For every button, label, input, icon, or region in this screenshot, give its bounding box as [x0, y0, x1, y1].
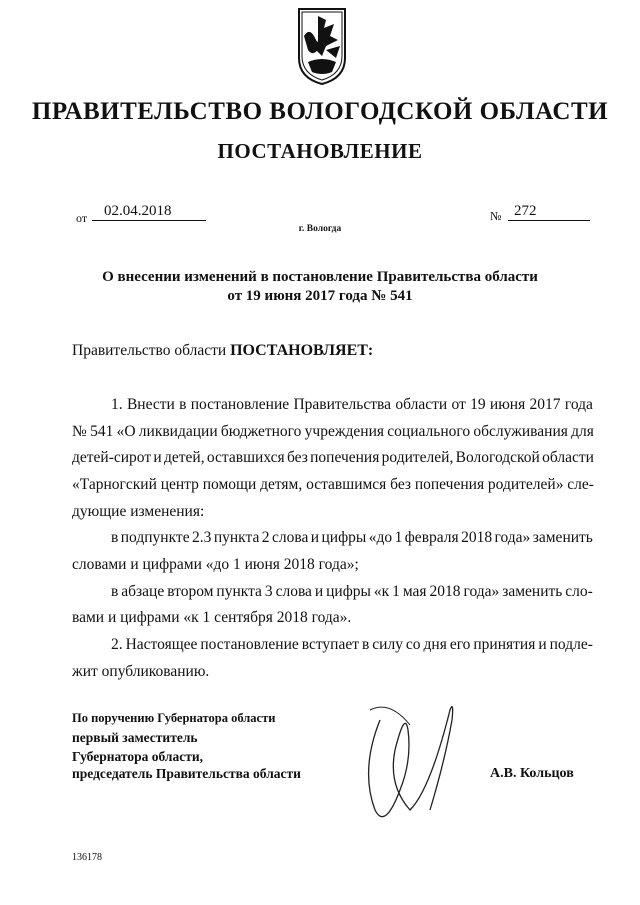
word: абзаце [121, 583, 165, 600]
word: родителей» [487, 476, 564, 493]
word: слова [271, 529, 309, 546]
word: сло- [565, 583, 593, 600]
p1-line-4 [72, 472, 594, 499]
word: для [571, 423, 594, 440]
word: без [286, 449, 308, 466]
word: и [310, 529, 320, 546]
word: ликвидации [138, 423, 218, 440]
word: заменить [502, 583, 563, 600]
word: Правительства [293, 396, 392, 413]
signature-line-4: председатель Правительства области [72, 766, 301, 781]
word: февраля [404, 529, 459, 546]
signatory-name: А.В. Кольцов [490, 766, 574, 781]
word: оставшимся [306, 476, 387, 493]
word: подпункте [120, 529, 190, 546]
word: обслуживания [473, 423, 568, 440]
word: года [564, 396, 593, 413]
word: дня [423, 636, 447, 653]
handwritten-signature-icon [350, 690, 470, 840]
word: социального [387, 423, 471, 440]
word: «О [116, 423, 136, 440]
city: г. Вологда [298, 224, 342, 234]
word: подле- [549, 636, 593, 653]
document-title [0, 268, 640, 306]
word: и [314, 583, 324, 600]
word: детям, [260, 476, 303, 493]
word: родителей, [381, 449, 454, 466]
coat-of-arms-icon [296, 6, 348, 86]
word: без [390, 476, 412, 493]
word: постановление [190, 396, 290, 413]
word: 2.3 [192, 529, 212, 546]
word: в [111, 583, 119, 600]
word: сле- [567, 476, 594, 493]
word: в [111, 529, 119, 546]
word: 1 [392, 583, 400, 600]
word: от [451, 396, 466, 413]
word: 3 [264, 583, 273, 600]
p1-line-2 [72, 419, 594, 446]
title-line-1: О внесении изменений в постановление Правительства области [102, 269, 538, 285]
word: центр [160, 476, 199, 493]
organization-name: ПРАВИТЕЛЬСТВО ВОЛОГОДСКОЙ ОБЛАСТИ [31, 98, 609, 125]
p1-line-1 [111, 392, 593, 419]
word: 1 [394, 529, 403, 546]
word: принятия [473, 636, 536, 653]
p4-line-1 [111, 632, 593, 659]
word: Вологодской [455, 449, 540, 466]
p1-line-5: дующие изменения: [72, 503, 205, 520]
word: 2017 [529, 396, 561, 413]
word: 2018 [429, 583, 461, 600]
document-date: 02.04.2018 [92, 203, 206, 221]
word: силу [372, 636, 403, 653]
word: цифры [326, 583, 371, 600]
word: заменить [532, 529, 593, 546]
signature-line-3: Губернатора области, [72, 749, 203, 764]
word: года» [494, 529, 531, 546]
word: втором [167, 583, 214, 600]
p1-line-3 [72, 445, 594, 472]
word: Настоящее [125, 636, 198, 653]
p4-line-2: жит опубликованию. [72, 663, 210, 680]
word: слова [275, 583, 312, 600]
word: Внести [126, 396, 175, 413]
word: № [72, 423, 87, 440]
signature-line-2: первый заместитель [72, 730, 198, 745]
word: в [361, 636, 370, 653]
signature-line-1: По поручению Губернатора области [72, 711, 276, 725]
word: «Тарногский [72, 476, 157, 493]
word: области [395, 396, 448, 413]
word: детей, [164, 449, 205, 466]
word: пункта [216, 583, 262, 600]
word: цифры [321, 529, 367, 546]
word: вступает [301, 636, 360, 653]
word: 541 [90, 423, 114, 440]
p2-line-1 [111, 525, 593, 552]
word: его [449, 636, 471, 653]
word: и [153, 449, 162, 466]
word: оставшихся [206, 449, 285, 466]
p2-line-2: словами и цифрами «до 1 июня 2018 года»; [72, 556, 359, 573]
word: 2018 [461, 529, 493, 546]
word: в [179, 396, 187, 413]
word: бюджетного [220, 423, 302, 440]
word: 1. [111, 396, 123, 413]
word: области [542, 449, 594, 466]
word: пункта [213, 529, 260, 546]
document-type: ПОСТАНОВЛЕНИЕ [217, 139, 423, 163]
word: учреждения [304, 423, 385, 440]
word: со [405, 636, 421, 653]
p3-line-2: вами и цифрами «к 1 сентября 2018 года». [72, 609, 352, 626]
document-code: 136178 [72, 852, 102, 863]
number-prefix: № [490, 209, 502, 223]
document-number: 272 [508, 203, 590, 221]
word: года» [463, 583, 500, 600]
title-line-2: от 19 июня 2017 года № 541 [227, 288, 413, 304]
word: попечения [310, 449, 380, 466]
word: и [538, 636, 547, 653]
preamble [72, 342, 373, 360]
preamble-text: Правительство области [72, 342, 227, 359]
word: «до [368, 529, 393, 546]
word: постановление [200, 636, 299, 653]
word: 2 [261, 529, 270, 546]
word: июня [489, 396, 526, 413]
word: попечения [414, 476, 485, 493]
word: «к [373, 583, 390, 600]
word: детей-сирот [72, 449, 152, 466]
date-prefix: от [76, 211, 88, 225]
preamble-decree: ПОСТАНОВЛЯЕТ: [230, 342, 374, 359]
word: помощи [202, 476, 257, 493]
p3-line-1 [111, 579, 593, 606]
word: мая [402, 583, 427, 600]
word: 19 [470, 396, 486, 413]
word: 2. [111, 636, 123, 653]
